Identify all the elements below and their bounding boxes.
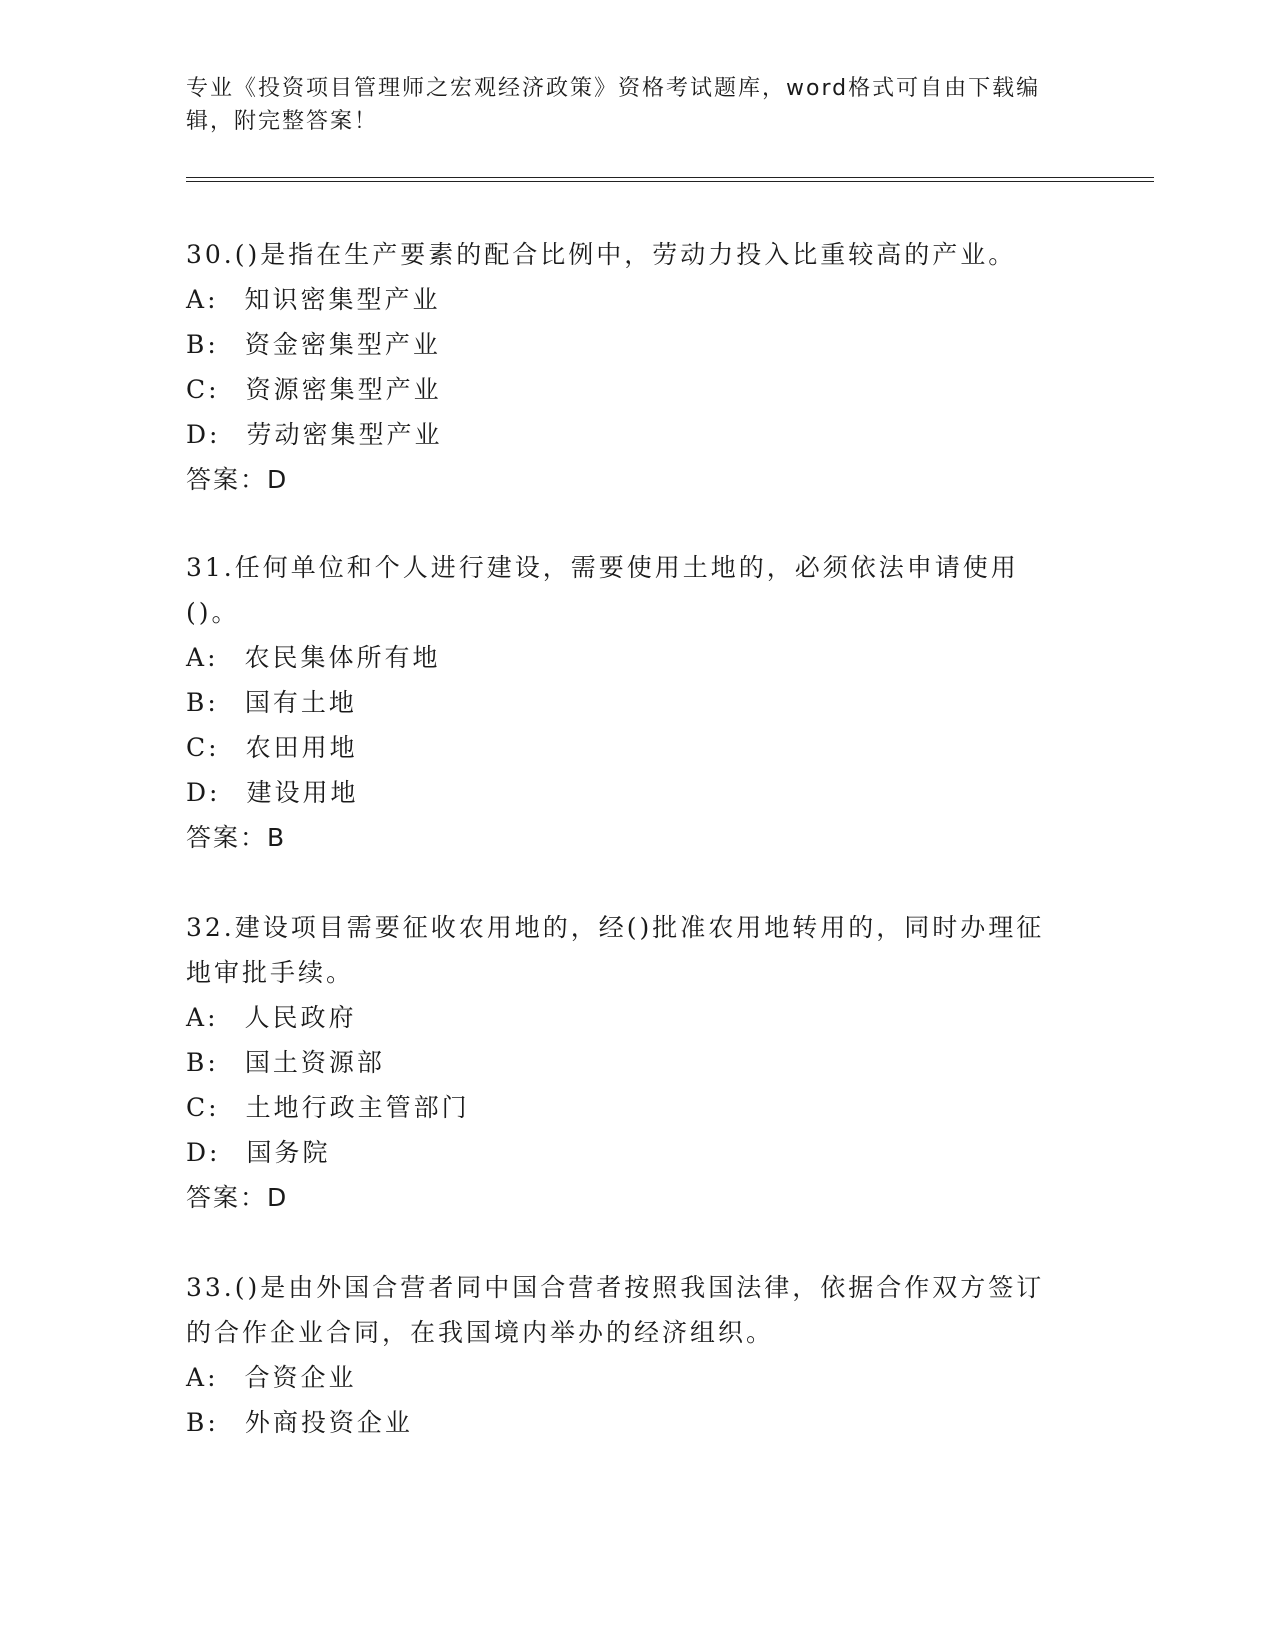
option-text: 知识密集型产业: [244, 285, 441, 314]
option-a: A: 合资企业: [186, 1363, 357, 1392]
question-33: [186, 1265, 1066, 1445]
option-b: B: 国土资源部: [186, 1048, 385, 1077]
option-text: 建设用地: [246, 778, 359, 807]
option-text: 农民集体所有地: [244, 643, 441, 672]
answer: 答案：D: [186, 1183, 289, 1212]
option-text: 合资企业: [244, 1363, 357, 1392]
option-text: 外商投资企业: [244, 1408, 413, 1437]
option-text: 国土资源部: [244, 1048, 385, 1077]
question-31: [186, 545, 1066, 860]
option-text: 资源密集型产业: [245, 375, 442, 404]
option-c: C: 资源密集型产业: [186, 375, 442, 404]
option-text: 资金密集型产业: [244, 330, 441, 359]
option-c: C: 土地行政主管部门: [186, 1093, 470, 1122]
answer: 答案：D: [186, 465, 289, 494]
question-stem: 32.建设项目需要征收农用地的，经()批准农用地转用的，同时办理征地审批手续。: [186, 913, 1045, 987]
answer: 答案：B: [186, 823, 287, 852]
option-d: D: 建设用地: [186, 778, 359, 807]
option-d: D: 劳动密集型产业: [186, 420, 443, 449]
option-a: A: 知识密集型产业: [186, 285, 441, 314]
option-text: 国务院: [246, 1138, 331, 1167]
header-divider-top: [186, 177, 1154, 178]
option-text: 劳动密集型产业: [246, 420, 443, 449]
option-text: 农田用地: [245, 733, 358, 762]
question-stem: 31.任何单位和个人进行建设，需要使用土地的，必须依法申请使用()。: [186, 553, 1019, 627]
option-a: A: 人民政府: [186, 1003, 357, 1032]
option-c: C: 农田用地: [186, 733, 358, 762]
option-b: B: 资金密集型产业: [186, 330, 441, 359]
option-text: 国有土地: [244, 688, 357, 717]
option-a: A: 农民集体所有地: [186, 643, 441, 672]
question-30: [186, 232, 1066, 502]
question-32: [186, 905, 1066, 1220]
question-stem: 33.()是由外国合营者同中国合营者按照我国法律，依据合作双方签订的合作企业合同，在我国境内举办的经济组织。: [186, 1273, 1045, 1347]
header-divider-bottom: [186, 181, 1154, 182]
option-b: B: 外商投资企业: [186, 1408, 413, 1437]
option-text: 人民政府: [244, 1003, 357, 1032]
page-header: 专业《投资项目管理师之宏观经济政策》资格考试题库，word格式可自由下载编辑，附完整答案！: [186, 76, 1041, 134]
option-d: D: 国务院: [186, 1138, 331, 1167]
option-text: 土地行政主管部门: [245, 1093, 470, 1122]
option-b: B: 国有土地: [186, 688, 357, 717]
question-stem: 30.()是指在生产要素的配合比例中，劳动力投入比重较高的产业。: [186, 240, 1017, 269]
